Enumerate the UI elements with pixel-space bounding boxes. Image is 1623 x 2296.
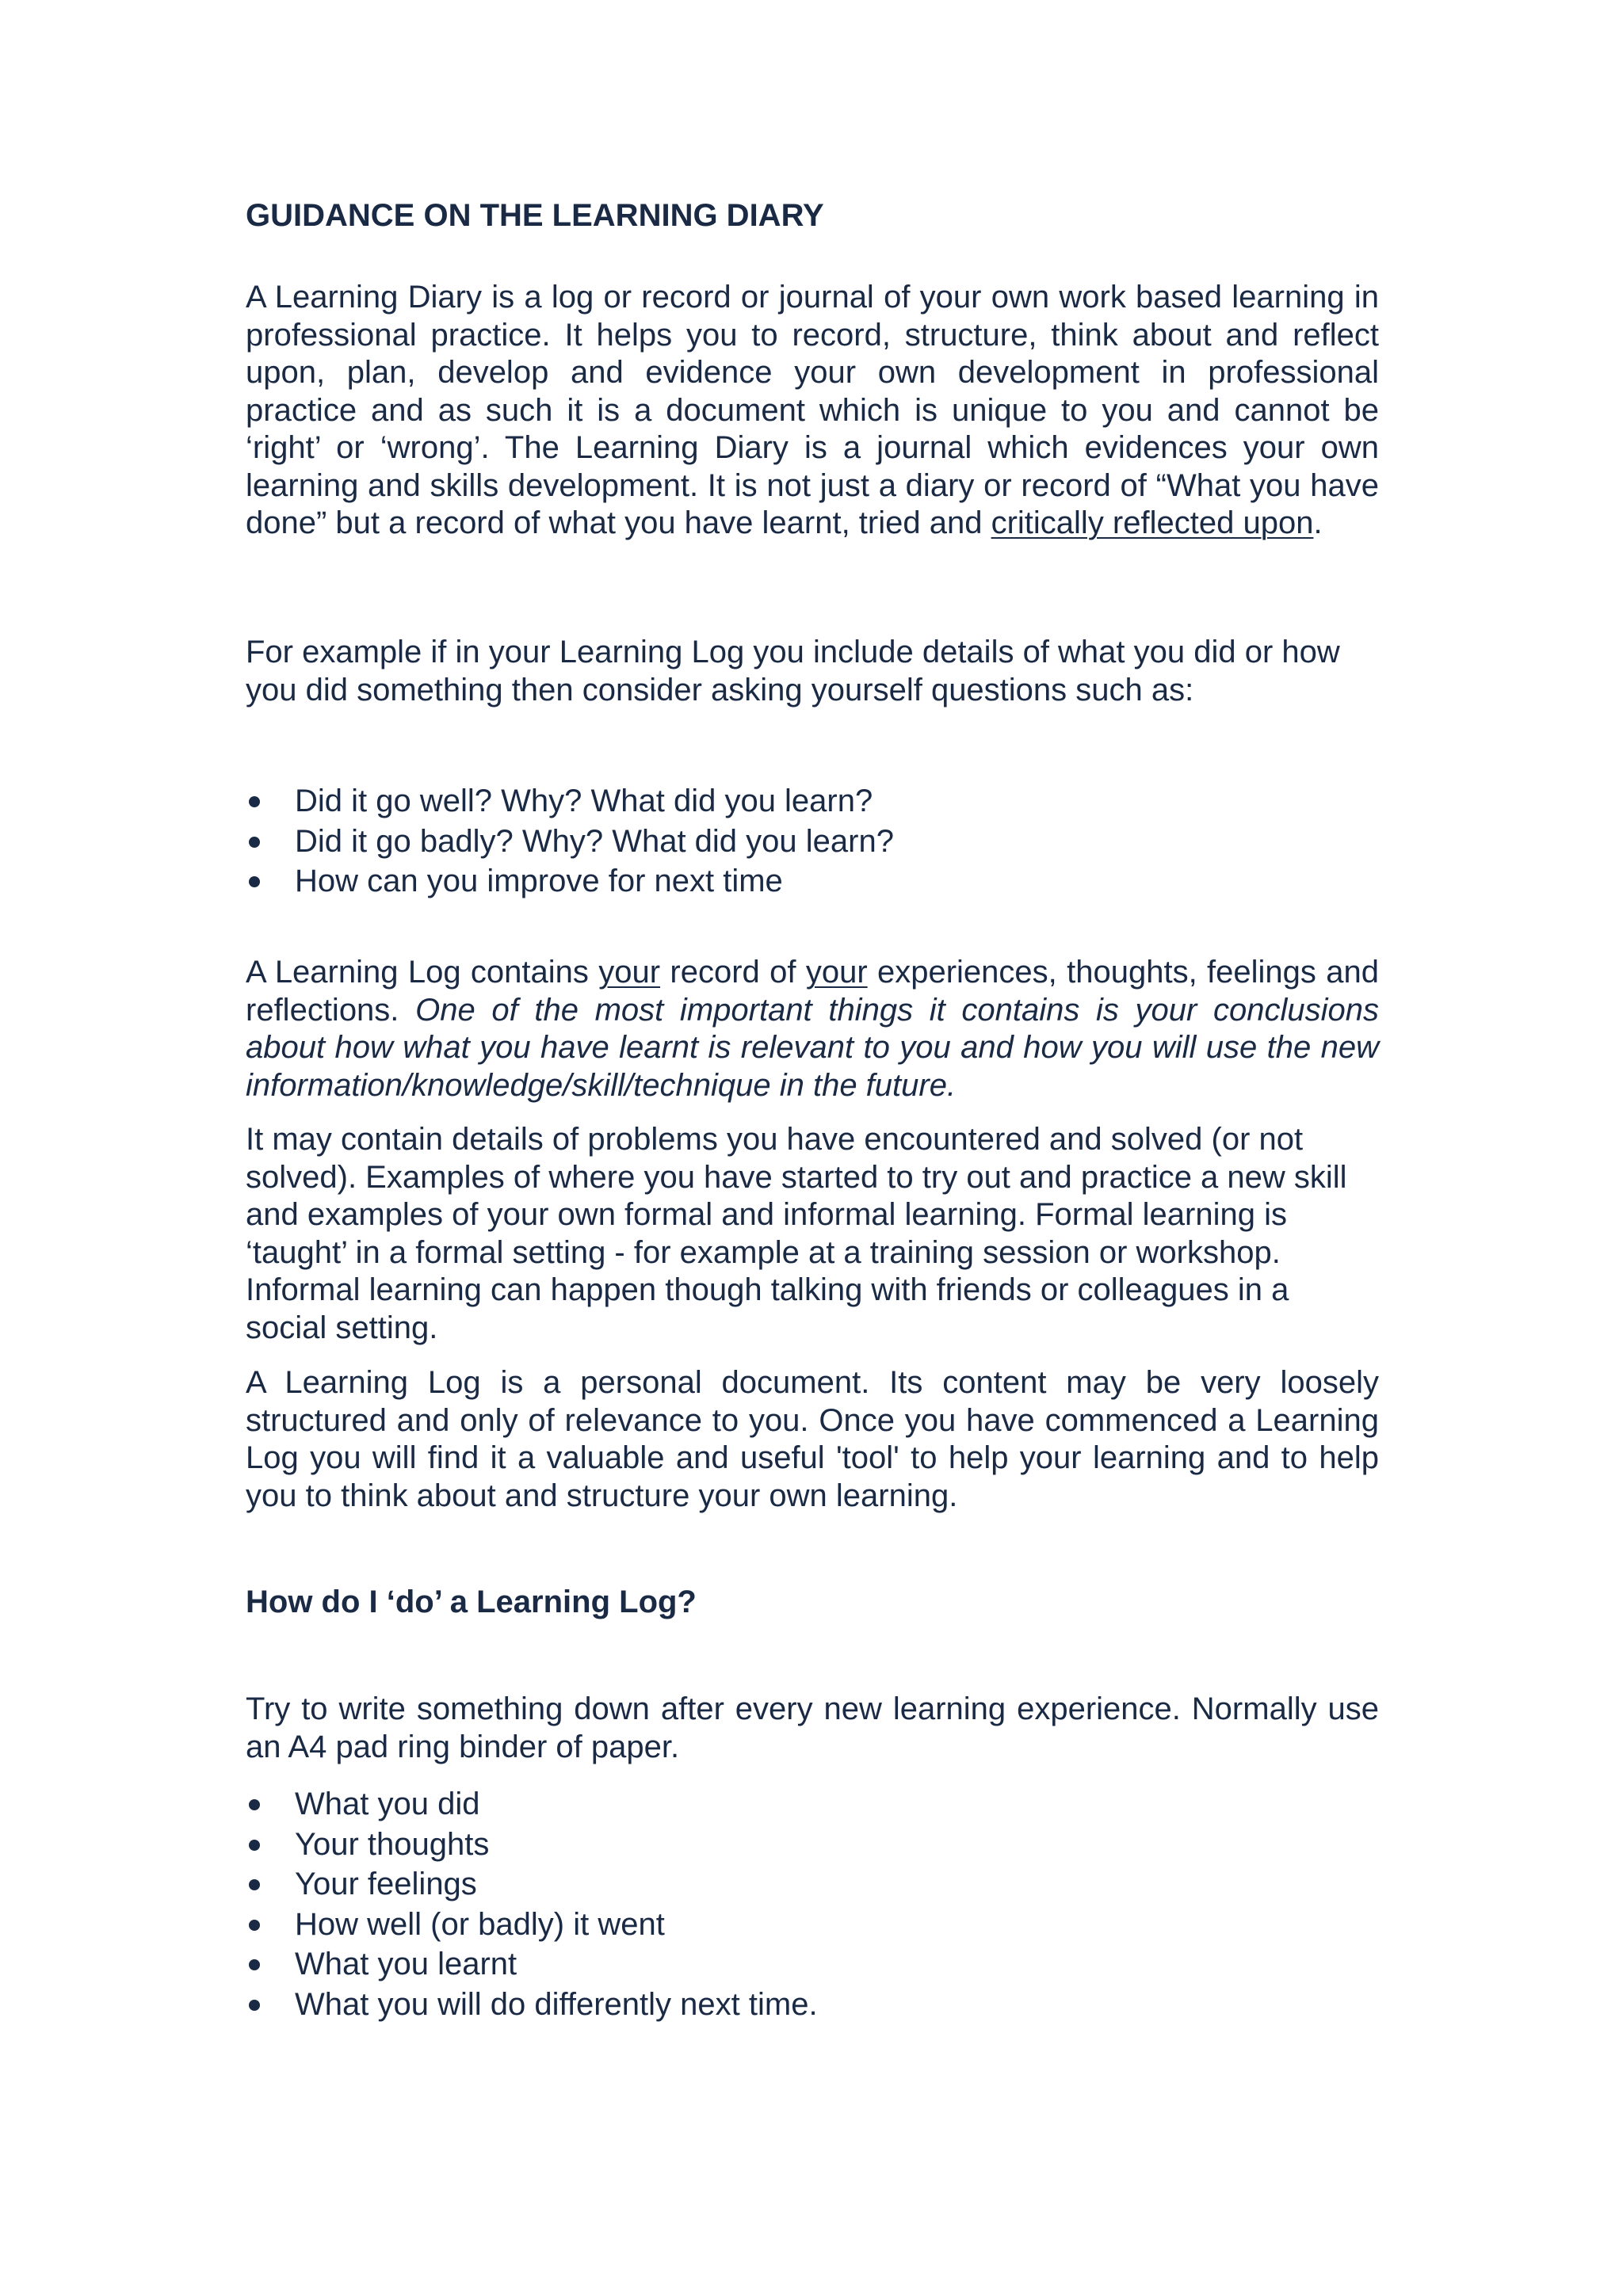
log-italic-text: One of the most important things it contains is your conclusions about how what you have learnt is relevant to you and how you will use the new information/knowledge/skill/technique in the future.	[246, 992, 1380, 1103]
list-item	[246, 1864, 1379, 1905]
checklist	[246, 1784, 1379, 2024]
critically-reflected-text: critically reflected upon	[991, 505, 1314, 540]
list-item	[246, 781, 1379, 822]
list-item	[246, 1944, 1379, 1985]
list-item-text: What you learnt	[295, 1947, 517, 1981]
list-item	[246, 861, 1379, 902]
list-item	[246, 1825, 1379, 1865]
bullet-icon	[249, 796, 260, 807]
contents-paragraph: It may contain details of problems you have encountered and solved (or not solved). Examples of where you have started to try out and practice a new skill and examples of your own formal and informal learning. Formal learning is ‘taught’ in a formal setting - for example at a training session or workshop. Informal learning can happen though talking with friends or colleagues in a social setting.	[246, 1122, 1347, 1345]
your-underlined-2: your	[805, 955, 868, 990]
bullet-icon	[249, 837, 260, 848]
list-item-text: Did it go well? Why? What did you learn?	[295, 784, 873, 818]
list-item-text: Your feelings	[295, 1867, 477, 1901]
intro-end: .	[1313, 505, 1323, 540]
log-text-c: experiences, thoughts, feelings and reflections.	[246, 955, 1379, 1028]
instructions-paragraph: Try to write something down after every new learning experience. Normally use an A4 pad ring binder of paper.	[246, 1691, 1379, 1764]
log-text-b: record of	[660, 955, 806, 990]
bullet-icon	[249, 876, 260, 887]
list-item-text: How well (or badly) it went	[295, 1906, 665, 1942]
list-item-text: How can you improve for next time	[295, 864, 783, 898]
bullet-icon	[249, 1799, 260, 1810]
list-item-text: What you did	[295, 1787, 480, 1821]
personal-document-paragraph: A Learning Log is a personal document. Its content may be very loosely structured and only of relevance to you. Once you have commenced a Learning Log you will find it a valuable and useful 'tool' to help your learning and to help you to think about and structure your own learning.	[246, 1365, 1379, 1513]
list-item-text: Your thoughts	[295, 1826, 490, 1862]
your-underlined-1: your	[598, 955, 661, 990]
learning-log-paragraph	[246, 954, 1379, 1104]
intro-text: A Learning Diary is a log or record or journal of your own work based learning in professional practice. It helps you to record, structure, think about and reflect upon, plan, develop and evidence your own development in professional practice and as such it is a document which is unique to you and cannot be ‘right’ or ‘wrong’. The Learning Diary is a journal which evidences your own learning and skills development. It is not just a diary or record of “What you have done” but a record of what you have learnt, tried and	[246, 280, 1379, 540]
bullet-icon	[249, 1879, 260, 1890]
list-item	[246, 1985, 1379, 2025]
list-item	[246, 822, 1379, 862]
bullet-icon	[249, 2000, 260, 2011]
log-text-a: A Learning Log contains	[246, 955, 599, 990]
questions-list	[246, 781, 1379, 902]
document-title: GUIDANCE ON THE LEARNING DIARY	[246, 198, 824, 233]
list-item-text: Did it go badly? Why? What did you learn?	[295, 823, 894, 859]
bullet-icon	[249, 1840, 260, 1851]
section-heading: How do I ‘do’ a Learning Log?	[246, 1585, 697, 1619]
bullet-icon	[249, 1920, 260, 1931]
list-item	[246, 1905, 1379, 1945]
example-paragraph: For example if in your Learning Log you include details of what you did or how you did something then consider asking yourself questions such as:	[246, 635, 1340, 707]
intro-paragraph	[246, 279, 1379, 543]
list-item	[246, 1784, 1379, 1825]
list-item-text: What you will do differently next time.	[295, 1986, 818, 2022]
bullet-icon	[249, 1959, 260, 1970]
